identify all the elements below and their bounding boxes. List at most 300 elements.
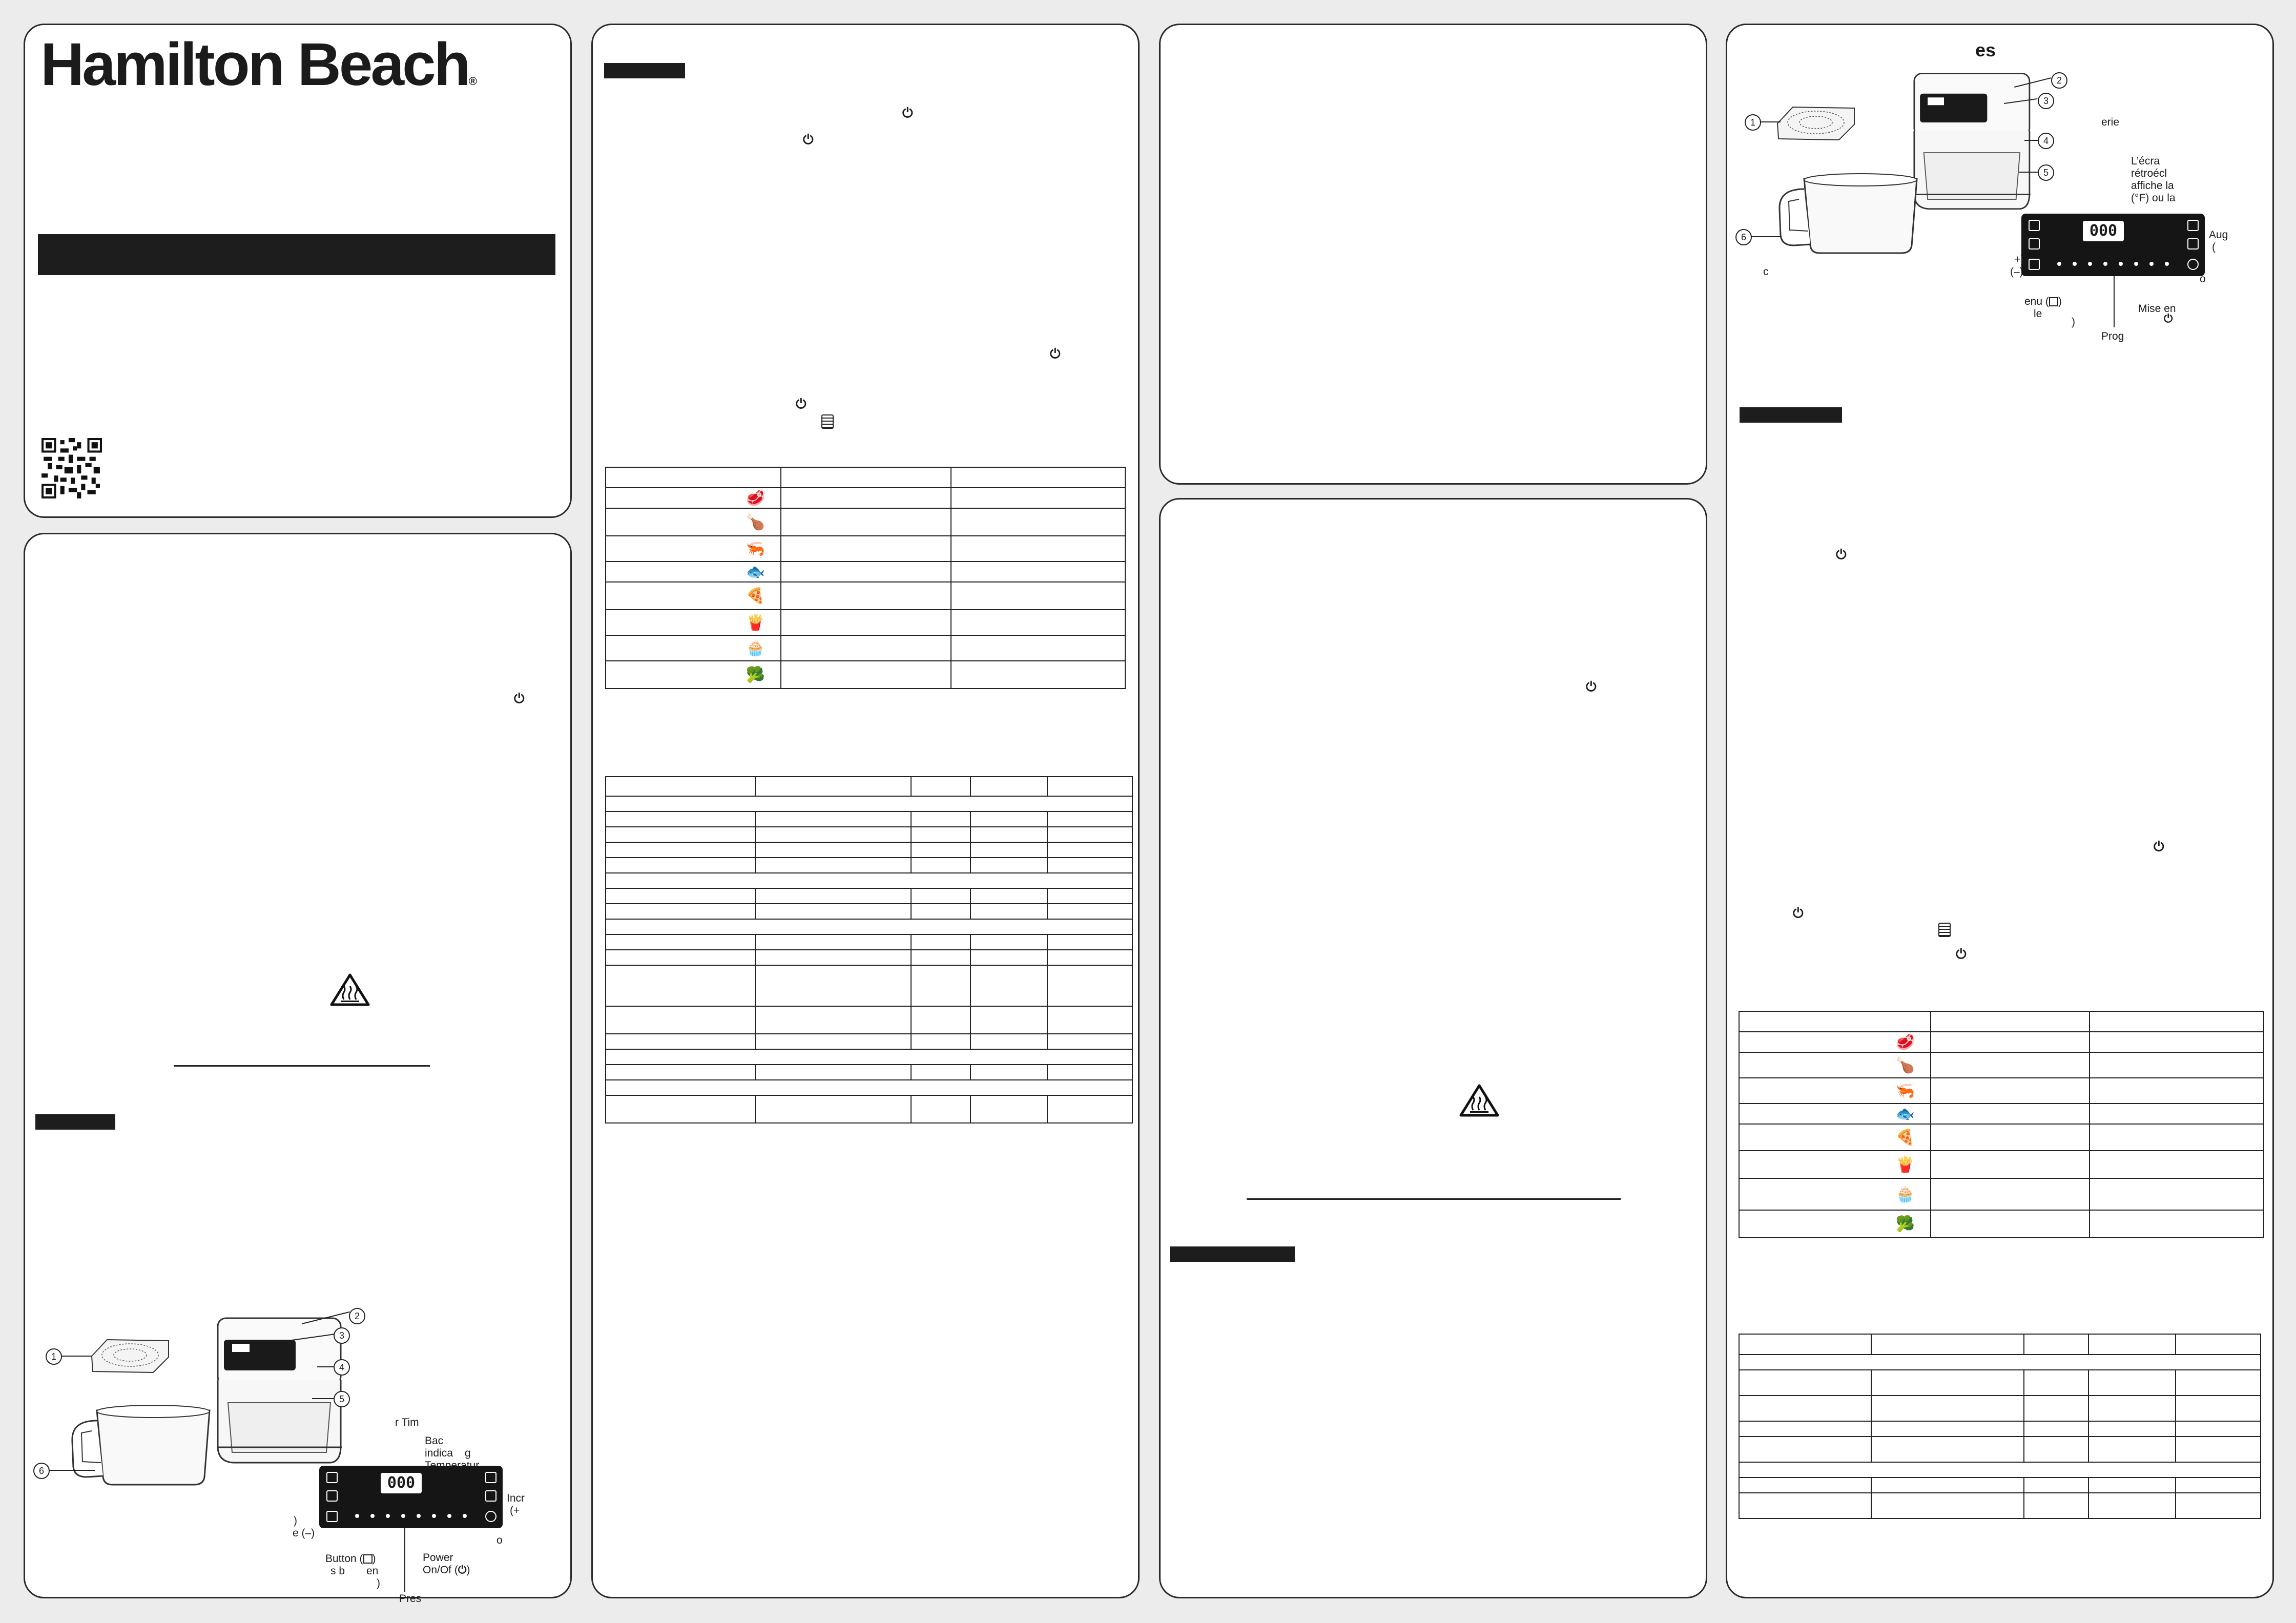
table-cell — [606, 919, 1132, 934]
table-cell — [970, 1034, 1047, 1049]
table-cell — [755, 965, 911, 1006]
power-icon: ⏻ — [1586, 679, 1597, 694]
time-down-key — [485, 1490, 497, 1502]
table-cell — [781, 582, 951, 610]
table-cell — [2176, 1493, 2261, 1518]
callout-5: 5 — [2038, 164, 2054, 181]
table-cell — [606, 1095, 755, 1123]
table-cell — [1047, 1095, 1132, 1123]
table-cell — [1739, 1478, 1871, 1493]
label-affiche: affiche la — [2131, 180, 2174, 192]
preset-dot — [386, 1514, 390, 1518]
table-cell — [2090, 1210, 2264, 1238]
table-cell — [970, 842, 1047, 858]
table-cell — [606, 796, 1132, 812]
table-cell — [1739, 1493, 1871, 1518]
table-cell — [2176, 1421, 2261, 1437]
leader-1 — [61, 1356, 92, 1357]
table-cell — [2088, 1334, 2176, 1355]
table-cell — [2090, 1178, 2264, 1210]
table-cell — [606, 1006, 755, 1034]
muffin-icon: 🧁 — [606, 635, 781, 661]
label-button: Button ( ) — [325, 1553, 376, 1565]
table-cell — [911, 904, 970, 919]
table-cell — [1871, 1421, 2024, 1437]
table-cell — [1739, 1011, 1931, 1032]
time-down-key — [2187, 238, 2199, 249]
fish-icon: 🐟 — [1739, 1104, 1931, 1124]
table-cell — [2088, 1437, 2176, 1462]
preset-dot — [2103, 262, 2107, 266]
table-cell — [781, 536, 951, 561]
control-panel-en — [319, 1466, 503, 1528]
table-cell — [970, 812, 1047, 827]
table-cell — [781, 561, 951, 582]
table-cell — [970, 888, 1047, 904]
table-cell — [781, 635, 951, 661]
table-cell — [606, 827, 755, 842]
power-icon: ⏻ — [1793, 905, 1804, 921]
leader-4 — [2024, 140, 2038, 141]
safety-panel-en — [24, 533, 572, 1605]
table-cell — [755, 1095, 911, 1123]
table-cell — [1739, 1334, 1871, 1355]
basket-illustration — [61, 1400, 215, 1487]
chicken-icon: 🍗 — [1739, 1052, 1931, 1078]
power-icon: ⏻ — [458, 1564, 467, 1576]
preset-dot — [2119, 262, 2123, 266]
section-heading-bar — [1170, 1246, 1295, 1262]
table-cell — [1871, 1370, 2024, 1396]
table-cell — [2088, 1478, 2176, 1493]
table-cell — [951, 536, 1125, 561]
cooking-chart-table-fr — [1739, 1334, 2261, 1519]
table-cell — [970, 858, 1047, 873]
table-cell — [951, 582, 1125, 610]
label-pres: Pres — [399, 1593, 422, 1605]
preset-dot — [417, 1514, 421, 1518]
preset-dot — [401, 1514, 405, 1518]
preset-dot — [2165, 262, 2169, 266]
label-paren-open: ( — [2212, 241, 2216, 253]
table-cell — [970, 934, 1047, 950]
label-g: g — [465, 1447, 471, 1459]
table-cell — [1047, 777, 1132, 796]
table-cell — [1871, 1396, 2024, 1421]
table-cell — [911, 1034, 970, 1049]
fish-icon: 🐟 — [606, 561, 781, 582]
leader-5 — [312, 1398, 334, 1399]
table-cell — [606, 934, 755, 950]
table-cell — [606, 858, 755, 873]
power-key — [2187, 259, 2199, 270]
divider-line — [1247, 1198, 1621, 1200]
table-cell — [606, 777, 755, 796]
table-cell — [755, 842, 911, 858]
table-cell — [911, 950, 970, 965]
table-cell — [911, 777, 970, 796]
brand-logo — [40, 31, 477, 115]
air-fryer-illustration — [192, 1313, 356, 1477]
table-cell — [911, 858, 970, 873]
parts-heading-fr: es — [1975, 39, 1996, 60]
table-cell — [911, 1006, 970, 1034]
fries-icon: 🍟 — [1739, 1151, 1931, 1178]
table-cell — [755, 904, 911, 919]
leader-6 — [1751, 236, 1782, 237]
table-cell — [2024, 1493, 2088, 1518]
table-cell — [755, 812, 911, 827]
table-cell — [2024, 1437, 2088, 1462]
table-cell — [2090, 1104, 2264, 1124]
table-cell — [606, 888, 755, 904]
table-cell — [911, 965, 970, 1006]
table-cell — [781, 661, 951, 689]
label-o: o — [497, 1534, 503, 1546]
section-heading-bar — [1740, 407, 1842, 423]
presets-table-fr — [1739, 1011, 2264, 1238]
power-key — [485, 1511, 497, 1522]
leader-prog — [2114, 276, 2115, 327]
callout-3: 3 — [334, 1327, 350, 1344]
table-cell — [1931, 1052, 2090, 1078]
label-timer: r Tim — [395, 1417, 419, 1428]
label-bac: Bac — [425, 1435, 444, 1447]
table-cell — [970, 827, 1047, 842]
preset-dot — [2057, 262, 2061, 266]
table-cell — [2090, 1052, 2264, 1078]
table-cell — [2088, 1493, 2176, 1518]
table-cell — [606, 1034, 755, 1049]
menu-icon — [1938, 923, 1951, 937]
table-cell — [970, 904, 1047, 919]
table-cell — [1047, 812, 1132, 827]
label-plus: (+ — [510, 1505, 520, 1516]
basket-illustration — [1768, 163, 1922, 261]
table-cell — [606, 1065, 755, 1080]
steak-icon: 🥩 — [606, 488, 781, 508]
table-cell — [1047, 1006, 1132, 1034]
table-cell — [2176, 1437, 2261, 1462]
label-paren: ) — [2072, 316, 2075, 328]
hot-surface-warning-icon — [329, 973, 370, 1007]
table-cell — [951, 508, 1125, 536]
cover-title-bar — [38, 234, 555, 275]
label-paren-2: ) — [377, 1577, 380, 1589]
pizza-icon: 🍕 — [606, 582, 781, 610]
brand-name: Hamilton Beach — [40, 31, 469, 98]
temp-up-key — [2029, 220, 2040, 231]
table-cell — [1931, 1124, 2090, 1151]
menu-icon — [2049, 297, 2058, 306]
table-cell — [606, 812, 755, 827]
callout-3: 3 — [2038, 93, 2054, 109]
table-cell — [951, 561, 1125, 582]
safety-panel-fr — [1159, 498, 1707, 1598]
table-cell — [951, 661, 1125, 689]
vegetables-icon: 🥦 — [606, 661, 781, 689]
preset-dot — [2088, 262, 2092, 266]
table-cell — [781, 467, 951, 488]
callout-6: 6 — [1735, 229, 1752, 245]
cooking-chart-table-en — [605, 776, 1133, 1123]
table-cell — [1931, 1032, 2090, 1052]
callout-1: 1 — [1745, 114, 1761, 131]
table-cell — [2090, 1124, 2264, 1151]
table-cell — [606, 950, 755, 965]
shrimp-icon: 🦐 — [606, 536, 781, 561]
label-erie: erie — [2101, 116, 2120, 128]
table-cell — [781, 610, 951, 635]
crisper-plate-illustration — [1772, 103, 1859, 144]
muffin-icon: 🧁 — [1739, 1178, 1931, 1210]
label-minus: (–) — [2010, 266, 2023, 278]
table-cell — [1047, 888, 1132, 904]
table-cell — [1931, 1210, 2090, 1238]
cover-panel — [24, 24, 572, 518]
control-panel-fr — [2021, 214, 2205, 276]
table-cell — [755, 827, 911, 842]
table-cell — [1739, 1462, 2261, 1478]
label-prog: Prog — [2101, 330, 2124, 342]
table-cell — [951, 635, 1125, 661]
table-cell — [606, 1049, 1132, 1065]
table-cell — [781, 488, 951, 508]
label-e-minus: e (–) — [293, 1527, 315, 1539]
power-icon: ⏻ — [1956, 946, 1967, 962]
instructions-panel-fr — [1726, 24, 2274, 1598]
table-cell — [911, 1095, 970, 1123]
preset-dot — [2149, 262, 2154, 266]
blank-panel — [1159, 24, 1707, 485]
label-en: en — [366, 1565, 379, 1577]
preset-dot — [355, 1514, 359, 1518]
table-cell — [2090, 1011, 2264, 1032]
table-cell — [2088, 1396, 2176, 1421]
table-cell — [1739, 1396, 1871, 1421]
product-diagram-en — [25, 1303, 573, 1605]
preset-dot — [370, 1514, 375, 1518]
power-icon: ⏻ — [803, 132, 814, 147]
table-cell — [755, 934, 911, 950]
table-cell — [911, 934, 970, 950]
table-cell — [911, 842, 970, 858]
table-cell — [2090, 1032, 2264, 1052]
table-cell — [1047, 842, 1132, 858]
table-cell — [1871, 1478, 2024, 1493]
temp-up-key — [326, 1472, 338, 1483]
table-cell — [2090, 1078, 2264, 1104]
table-cell — [755, 777, 911, 796]
table-cell — [2176, 1370, 2261, 1396]
table-cell — [2024, 1370, 2088, 1396]
label-sb: s b — [330, 1565, 345, 1577]
fries-icon: 🍟 — [606, 610, 781, 635]
table-cell — [755, 1034, 911, 1049]
power-icon: ⏻ — [796, 396, 806, 411]
power-icon: ⏻ — [902, 105, 913, 120]
label-power: Power — [423, 1552, 453, 1564]
table-cell — [2024, 1478, 2088, 1493]
shrimp-icon: 🦐 — [1739, 1078, 1931, 1104]
preset-dot — [2134, 262, 2138, 266]
callout-5: 5 — [334, 1391, 350, 1407]
table-cell — [2176, 1334, 2261, 1355]
table-cell — [2088, 1421, 2176, 1437]
table-cell — [606, 842, 755, 858]
preset-dot — [432, 1514, 436, 1518]
leader-4 — [317, 1366, 334, 1367]
table-cell — [911, 812, 970, 827]
table-cell — [1931, 1104, 2090, 1124]
table-cell — [1047, 965, 1132, 1006]
label-c: c — [1763, 266, 1769, 278]
table-cell — [755, 858, 911, 873]
callout-6: 6 — [33, 1463, 50, 1479]
label-fou: (°F) ou la — [2131, 192, 2176, 204]
timer-display: 000 — [381, 1473, 422, 1493]
callout-4: 4 — [334, 1359, 350, 1376]
time-up-key — [485, 1472, 497, 1483]
table-cell — [1047, 827, 1132, 842]
table-cell — [1047, 1034, 1132, 1049]
preset-dot — [447, 1514, 451, 1518]
table-cell — [2176, 1396, 2261, 1421]
label-temperatur: Temperatur — [425, 1460, 480, 1471]
table-cell — [951, 488, 1125, 508]
table-cell — [1931, 1011, 2090, 1032]
qr-code — [42, 438, 102, 498]
table-cell — [951, 467, 1125, 488]
label-paren: ) — [294, 1515, 297, 1527]
label-lecra: L’écra — [2131, 155, 2160, 167]
callout-2: 2 — [2051, 72, 2067, 89]
label-onoff: On/Of (⏻) — [423, 1564, 470, 1576]
label-retroecl: rétroécl — [2131, 168, 2167, 179]
temp-down-key — [2029, 238, 2040, 249]
label-plus: +) — [2014, 254, 2024, 265]
table-cell — [951, 610, 1125, 635]
table-cell — [970, 777, 1047, 796]
table-cell — [1047, 858, 1132, 873]
preset-dot — [2073, 262, 2077, 266]
table-cell — [755, 1065, 911, 1080]
crisper-plate-illustration — [87, 1336, 174, 1377]
table-cell — [2024, 1334, 2088, 1355]
table-cell — [970, 1065, 1047, 1080]
label-indica: indica — [425, 1447, 453, 1459]
time-up-key — [2187, 220, 2199, 231]
label-le: le — [2034, 308, 2042, 320]
table-cell — [1931, 1178, 2090, 1210]
power-icon: ⏻ — [2154, 839, 2164, 854]
power-icon: ⏻ — [514, 691, 525, 706]
table-cell — [2176, 1478, 2261, 1493]
table-cell — [606, 873, 1132, 888]
preset-dot — [463, 1514, 467, 1518]
label-mise: Mise en — [2138, 303, 2176, 315]
table-cell — [1739, 1370, 1871, 1396]
table-cell — [606, 467, 781, 488]
chicken-icon: 🍗 — [606, 508, 781, 536]
leader-5 — [2019, 172, 2038, 173]
pizza-icon: 🍕 — [1739, 1124, 1931, 1151]
label-menu: enu ( ) — [2024, 296, 2062, 307]
menu-icon — [363, 1554, 373, 1564]
steak-icon: 🥩 — [1739, 1032, 1931, 1052]
table-cell — [1047, 1065, 1132, 1080]
leader-6 — [49, 1470, 95, 1471]
table-cell — [1739, 1437, 1871, 1462]
table-cell — [911, 888, 970, 904]
label-onoff-text: On/Of — [423, 1564, 452, 1576]
menu-key — [2029, 259, 2040, 270]
table-cell — [970, 1006, 1047, 1034]
label-menu-text: enu ( — [2024, 296, 2049, 307]
table-cell — [2090, 1151, 2264, 1178]
table-cell — [2024, 1421, 2088, 1437]
table-cell — [970, 965, 1047, 1006]
presets-table-en — [605, 467, 1126, 689]
table-cell — [781, 508, 951, 536]
table-cell — [755, 950, 911, 965]
leader-pres — [404, 1528, 405, 1592]
label-aug: Aug — [2209, 229, 2228, 241]
table-cell — [970, 950, 1047, 965]
table-cell — [606, 904, 755, 919]
leader-1 — [1760, 121, 1781, 122]
brand-reg-mark: ® — [468, 75, 477, 88]
table-cell — [1047, 950, 1132, 965]
table-cell — [1871, 1437, 2024, 1462]
section-heading-bar — [604, 63, 685, 78]
table-cell — [1047, 904, 1132, 919]
callout-4: 4 — [2038, 133, 2054, 149]
callout-2: 2 — [349, 1308, 365, 1324]
table-cell — [1931, 1151, 2090, 1178]
table-cell — [1931, 1078, 2090, 1104]
table-cell — [2088, 1370, 2176, 1396]
power-icon: ⏻ — [1836, 547, 1847, 562]
section-heading-bar — [35, 1114, 115, 1130]
table-cell — [755, 1006, 911, 1034]
table-cell — [911, 1065, 970, 1080]
callout-1: 1 — [46, 1348, 62, 1365]
menu-key — [326, 1511, 338, 1522]
timer-display: 000 — [2083, 221, 2124, 241]
table-cell — [1047, 934, 1132, 950]
instructions-panel-en — [591, 24, 1140, 1598]
vegetables-icon: 🥦 — [1739, 1210, 1931, 1238]
label-o: o — [2200, 273, 2206, 285]
table-cell — [606, 1080, 1132, 1095]
table-cell — [1739, 1421, 1871, 1437]
label-incr: Incr — [507, 1492, 525, 1504]
table-cell — [1871, 1334, 2024, 1355]
table-cell — [970, 1095, 1047, 1123]
power-icon: ⏻ — [1050, 346, 1061, 361]
menu-icon — [821, 414, 834, 429]
table-cell — [911, 827, 970, 842]
table-cell — [755, 888, 911, 904]
power-icon: ⏻ — [2164, 312, 2173, 325]
table-cell — [1739, 1355, 2261, 1370]
table-cell — [606, 965, 755, 1006]
label-button-text: Button ( — [325, 1553, 363, 1565]
hot-surface-warning-icon — [1459, 1084, 1500, 1117]
temp-down-key — [326, 1490, 338, 1502]
table-cell — [2024, 1396, 2088, 1421]
